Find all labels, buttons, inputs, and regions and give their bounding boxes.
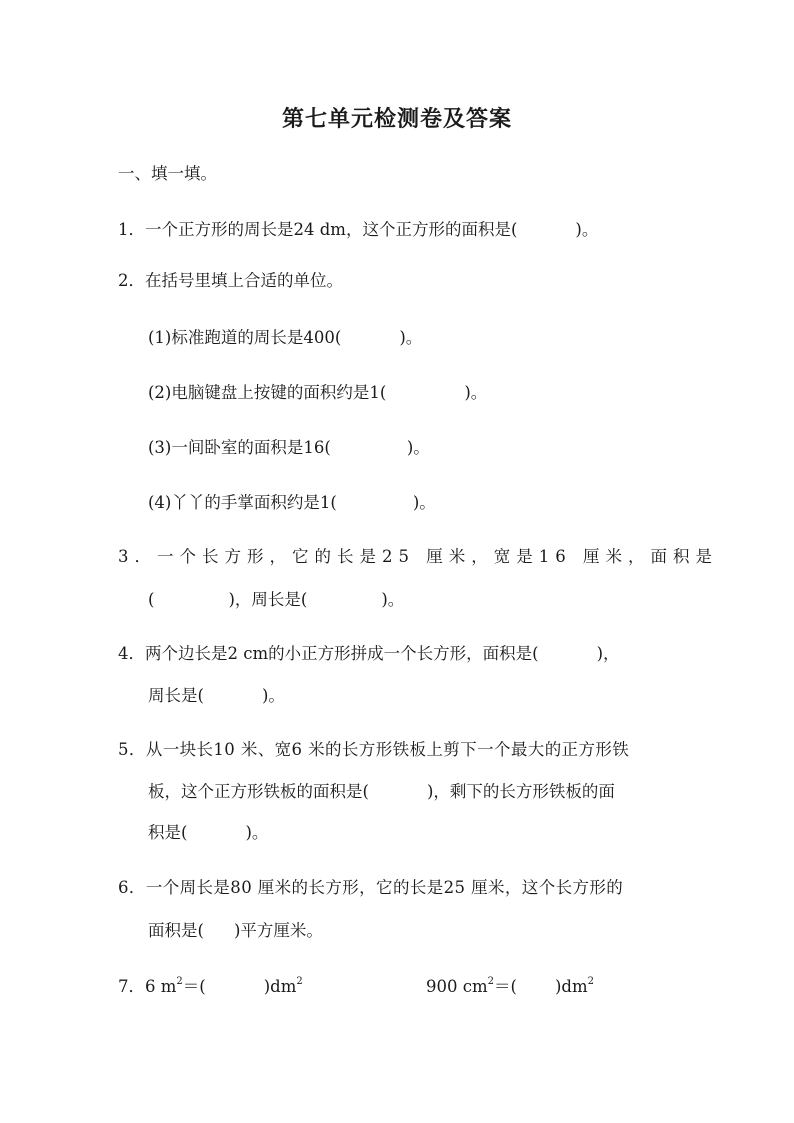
question-2	[118, 270, 343, 292]
sub-question-text: )。	[412, 493, 436, 512]
question-text: )平方厘米。	[233, 921, 323, 940]
question-2-sub-1	[148, 327, 422, 349]
conversion-text: 6 m	[145, 977, 177, 996]
conversion-text: 900 cm	[426, 977, 488, 996]
sub-question-text: (4)丫丫的手掌面积约是1(	[148, 493, 337, 512]
question-number: 1．	[118, 220, 145, 239]
sub-question-text: )。	[464, 383, 488, 402]
sub-question-text: )。	[399, 328, 423, 347]
superscript: 2	[176, 976, 183, 987]
question-text: 一个正方形的周长是24 dm，这个正方形的面积是(	[145, 220, 518, 239]
question-5	[118, 739, 629, 761]
superscript: 2	[587, 976, 594, 987]
question-text: 从一块长10 米、宽6 米的长方形铁板上剪下一个最大的正方形铁	[145, 740, 630, 759]
question-text: )。	[381, 590, 405, 609]
superscript: 2	[296, 976, 303, 987]
question-text: )。	[245, 823, 269, 842]
question-5-line-2	[148, 781, 615, 803]
question-2-sub-3	[148, 437, 430, 459]
question-text: )。	[261, 686, 285, 705]
sub-question-text: )。	[406, 438, 430, 457]
question-number: 4．	[118, 644, 145, 663]
question-text: 在括号里填上合适的单位。	[145, 271, 343, 290]
question-text: )，周长是(	[228, 590, 308, 609]
question-6-line-2	[148, 920, 323, 942]
question-text: 面积是(	[148, 921, 204, 940]
sub-question-text: (3)一间卧室的面积是16(	[148, 438, 331, 457]
question-text: )。	[575, 220, 599, 239]
question-4-line-2	[148, 685, 285, 707]
question-2-sub-2	[148, 382, 487, 404]
question-text: (	[148, 590, 155, 609]
conversion-text: )dm	[263, 977, 297, 996]
conversion-text: ＝(	[494, 977, 517, 996]
question-text: )，	[596, 644, 620, 663]
question-7	[118, 976, 303, 998]
question-number: 7．	[118, 977, 145, 996]
question-2-sub-4	[148, 492, 436, 514]
question-text: 两个边长是2 cm的小正方形拼成一个长方形，面积是(	[145, 644, 539, 663]
question-text: 一个长方形，它的长是25 厘米，宽是16 厘米，面积是	[157, 547, 718, 566]
question-text: )，剩下的长方形铁板的面	[426, 782, 615, 801]
question-1	[118, 219, 598, 241]
page-title: 第七单元检测卷及答案	[281, 107, 512, 132]
question-text: 周长是(	[148, 686, 204, 705]
sub-question-text: (2)电脑键盘上按键的面积约是1(	[148, 383, 387, 402]
conversion-text: )dm	[554, 977, 588, 996]
question-number: 2．	[118, 271, 145, 290]
question-number: 6．	[118, 878, 146, 897]
question-7-part-2	[426, 976, 594, 998]
question-6	[118, 877, 623, 899]
section-heading: 一、填一填。	[118, 164, 217, 183]
question-text: 积是(	[148, 823, 188, 842]
question-5-line-3	[148, 822, 268, 844]
question-text: 一个周长是80 厘米的长方形，它的长是25 厘米，这个长方形的	[145, 878, 624, 897]
sub-question-text: (1)标准跑道的周长是400(	[148, 328, 342, 347]
superscript: 2	[487, 976, 495, 987]
question-number: 5．	[118, 740, 146, 759]
question-text: 板，这个正方形铁板的面积是(	[148, 782, 369, 801]
question-3-line-2	[148, 589, 404, 611]
question-3	[118, 546, 718, 568]
conversion-text: ＝(	[182, 977, 206, 996]
question-4	[118, 643, 620, 665]
question-number: 3．	[118, 547, 157, 566]
